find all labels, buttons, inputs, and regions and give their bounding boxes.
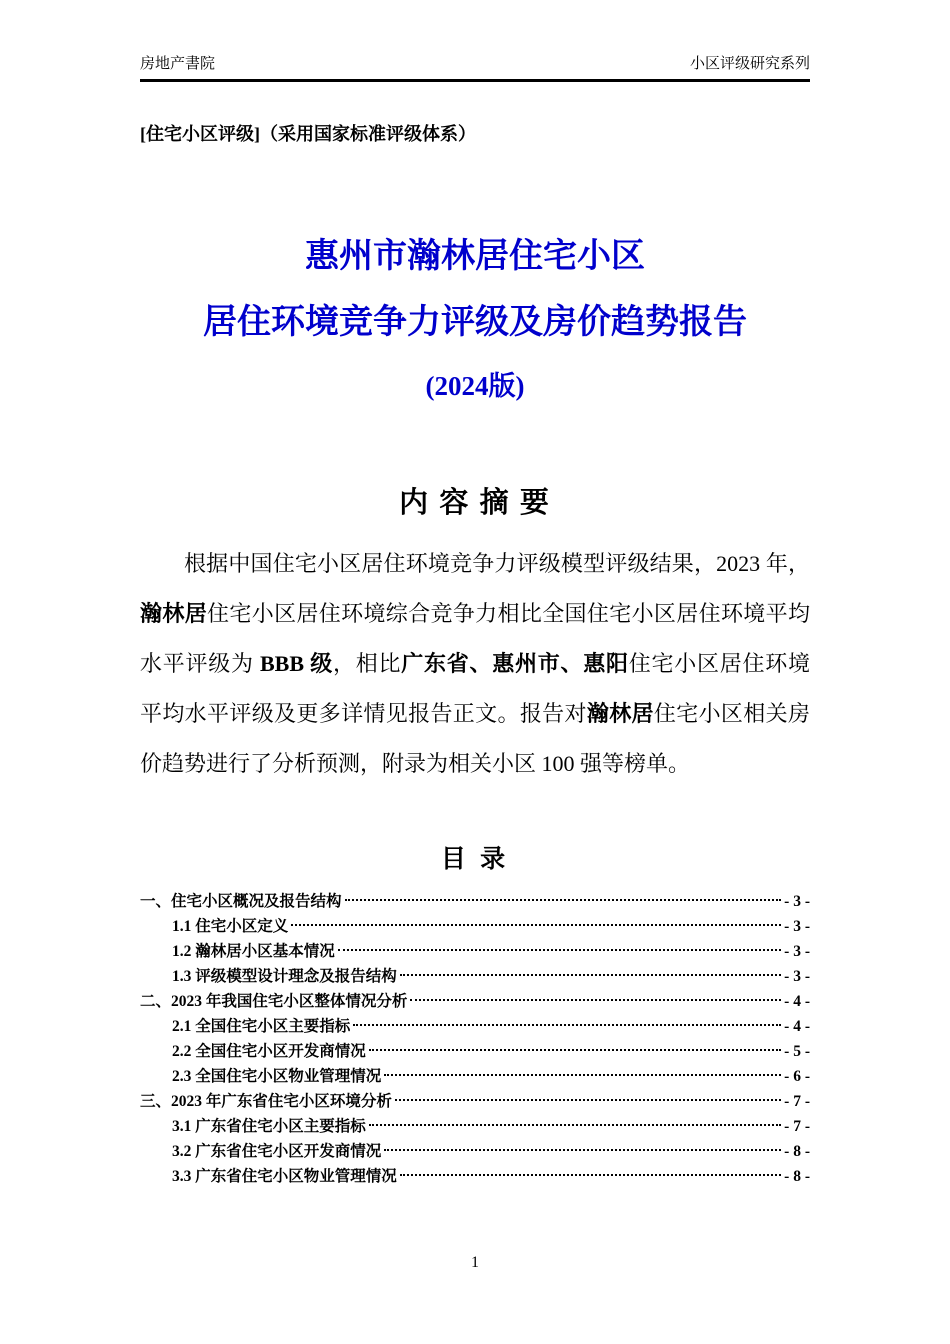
abstract-heading: 内 容 摘 要 <box>399 487 551 519</box>
toc-item-label: 2.1 全国住宅小区主要指标 <box>172 1018 351 1035</box>
header-left-text: 房地产書院 <box>140 56 216 72</box>
abstract-text-run: 住宅小区居住环境平均水平评级及更多详情见报告正文。报告对 <box>140 651 810 726</box>
footer-page-number: 1 <box>471 1254 479 1271</box>
abstract-text-run: 根据中国住宅小区居住环境竞争力评级模型评级结果，2023 年， <box>184 551 810 576</box>
abstract-text-run-bold: 瀚林居 <box>586 701 654 726</box>
toc-item <box>140 1064 810 1089</box>
report-title-edition: (2024版) <box>425 371 525 401</box>
abstract-text-run: ，相比 <box>333 651 402 676</box>
table-of-contents <box>140 889 810 1189</box>
toc-leader-dots <box>384 1149 781 1151</box>
toc-page-number: - 8 - <box>784 1168 810 1185</box>
toc-item <box>140 964 810 989</box>
toc-item-label: 一、住宅小区概况及报告结构 <box>140 893 342 910</box>
toc-item-label: 3.1 广东省住宅小区主要指标 <box>172 1118 366 1135</box>
toc-leader-dots <box>395 1099 781 1101</box>
toc-page-number: - 3 - <box>784 893 810 910</box>
rating-system-tagline: [住宅小区评级]（采用国家标准评级体系） <box>140 124 476 144</box>
toc-leader-dots <box>410 999 781 1001</box>
toc-leader-dots <box>384 1074 781 1076</box>
toc-page-number: - 8 - <box>784 1143 810 1160</box>
toc-item <box>140 1014 810 1039</box>
toc-page-number: - 7 - <box>784 1118 810 1135</box>
abstract-text-run: 住宅小区居住环境综合竞争力相比全国住宅小区居住环境平均水平评级为 <box>140 601 810 676</box>
abstract-text-run: 住宅小区相关房价趋势进行了分析预测，附录为相关小区 100 强等榜单。 <box>140 701 810 776</box>
toc-leader-dots <box>338 949 781 951</box>
toc-item-label: 2.3 全国住宅小区物业管理情况 <box>172 1068 382 1085</box>
toc-item <box>140 914 810 939</box>
toc-item <box>140 1089 810 1114</box>
toc-page-number: - 3 - <box>784 943 810 960</box>
report-title-line2: 居住环境竞争力评级及房价趋势报告 <box>203 304 747 341</box>
toc-page-number: - 4 - <box>784 993 810 1010</box>
toc-item-label: 1.3 评级模型设计理念及报告结构 <box>172 968 397 985</box>
toc-item-label: 3.3 广东省住宅小区物业管理情况 <box>172 1168 397 1185</box>
toc-item-label: 三、2023 年广东省住宅小区环境分析 <box>140 1093 392 1110</box>
toc-leader-dots <box>345 899 782 901</box>
toc-leader-dots <box>369 1049 781 1051</box>
toc-page-number: - 4 - <box>784 1018 810 1035</box>
toc-item <box>140 989 810 1014</box>
toc-leader-dots <box>353 1024 781 1026</box>
toc-page-number: - 3 - <box>784 968 810 985</box>
abstract-text-run-bold: 瀚林居 <box>140 601 208 626</box>
toc-leader-dots <box>291 924 781 926</box>
page-header <box>140 52 810 82</box>
toc-item-label: 1.2 瀚林居小区基本情况 <box>172 943 335 960</box>
toc-item-label: 二、2023 年我国住宅小区整体情况分析 <box>140 993 408 1010</box>
abstract-text-run-bold: BBB 级 <box>259 651 333 676</box>
toc-item <box>140 1139 810 1164</box>
toc-item-label: 2.2 全国住宅小区开发商情况 <box>172 1043 366 1060</box>
toc-item-label: 1.1 住宅小区定义 <box>172 918 289 935</box>
toc-leader-dots <box>400 1174 781 1176</box>
report-title-line1: 惠州市瀚林居住宅小区 <box>305 238 645 275</box>
toc-leader-dots <box>400 974 781 976</box>
toc-item <box>140 1114 810 1139</box>
toc-leader-dots <box>369 1124 781 1126</box>
toc-item <box>140 1164 810 1189</box>
abstract-paragraph <box>140 539 810 789</box>
toc-page-number: - 6 - <box>784 1068 810 1085</box>
toc-page-number: - 5 - <box>784 1043 810 1060</box>
toc-item-label: 3.2 广东省住宅小区开发商情况 <box>172 1143 382 1160</box>
toc-page-number: - 3 - <box>784 918 810 935</box>
header-right-text: 小区评级研究系列 <box>689 56 810 72</box>
toc-heading: 目 录 <box>440 846 510 873</box>
toc-item <box>140 939 810 964</box>
toc-page-number: - 7 - <box>784 1093 810 1110</box>
report-title-block <box>140 224 810 416</box>
toc-item <box>140 1039 810 1064</box>
abstract-text-run-bold: 广东省、惠州市、惠阳 <box>401 651 629 676</box>
toc-item <box>140 889 810 914</box>
